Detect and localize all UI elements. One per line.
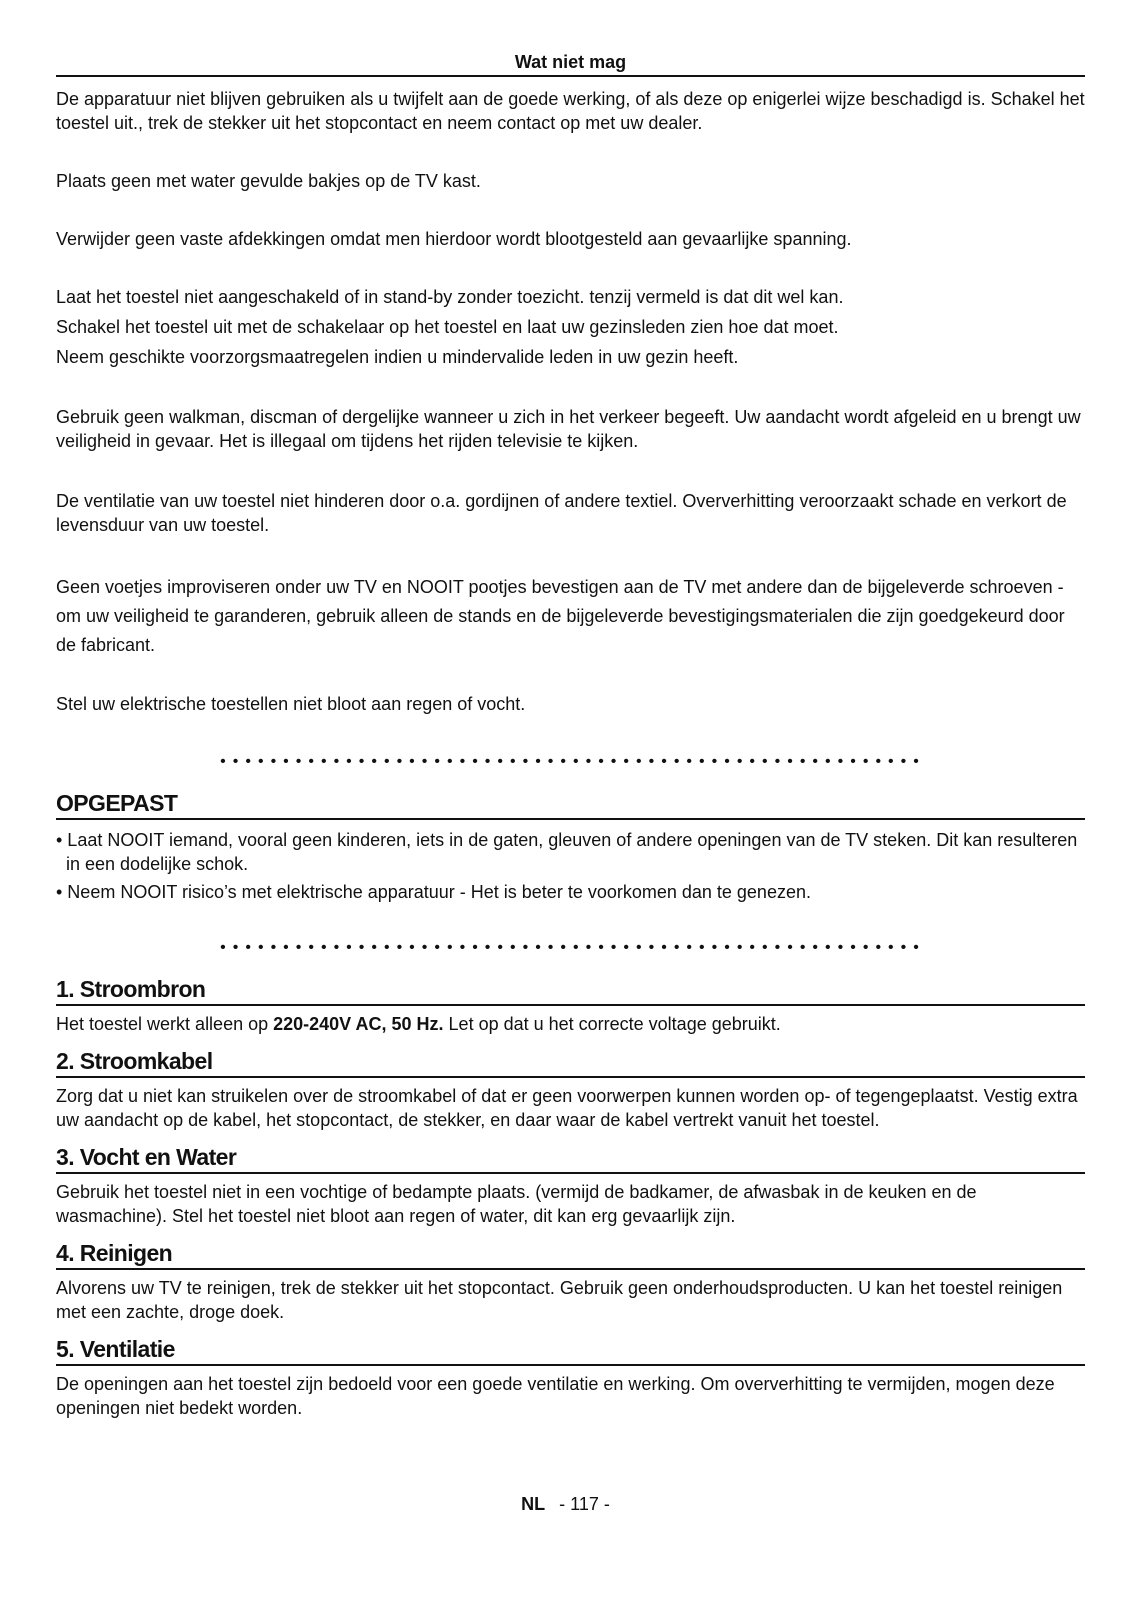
heading-vocht-en-water: 3. Vocht en Water bbox=[56, 1142, 1085, 1174]
paragraph-ventilation: De openingen aan het toestel zijn bedoeld voor een goede ventilatie en werking. Om oververhitting te vermijden, mogen deze openingen niet bedekt worden. bbox=[56, 1374, 1055, 1418]
paragraph-power-source bbox=[56, 1012, 1085, 1036]
paragraph-moisture: Gebruik het toestel niet in een vochtige of bedampte plaats. (vermijd de badkamer, de afwasbak in de keuken en de wasmachine). Stel het toestel niet bloot aan regen of water, dit kan erg gevaarlijk zijn. bbox=[56, 1182, 977, 1226]
paragraph-ventilation-hinder: De ventilatie van uw toestel niet hinderen door o.a. gordijnen of andere textiel. Oververhitting veroorzaakt schade en verkort de levensduur van uw toestel. bbox=[56, 491, 1067, 535]
heading-stroombron: 1. Stroombron bbox=[56, 974, 1085, 1006]
paragraph-switch-off: Schakel het toestel uit met de schakelaar op het toestel en laat uw gezinsleden zien hoe dat moet. bbox=[56, 317, 839, 337]
page-number: - 117 - bbox=[559, 1494, 610, 1514]
heading-reinigen: 4. Reinigen bbox=[56, 1238, 1085, 1270]
power-text-after: Let op dat u het correcte voltage gebruikt. bbox=[443, 1014, 781, 1034]
voltage-spec: 220-240V AC, 50 Hz. bbox=[273, 1014, 444, 1034]
document-page bbox=[56, 50, 1085, 1420]
heading-ventilatie: 5. Ventilatie bbox=[56, 1334, 1085, 1366]
caution-bullet-openings: • Laat NOOIT iemand, vooral geen kinderen, iets in de gaten, gleuven of andere openingen van de TV steken. Dit kan resulteren in een dodelijke schok. bbox=[56, 830, 1078, 874]
paragraph-precautions: Neem geschikte voorzorgsmaatregelen indien u mindervalide leden in uw gezin heeft. bbox=[56, 347, 739, 367]
paragraph-power-cable: Zorg dat u niet kan struikelen over de stroomkabel of dat er geen voorwerpen kunnen worden op- of tegengeplaatst. Vestig extra uw aandacht op de kabel, het stopcontact, de stekker, en daar waar de kabel vertrekt vanuit het toestel. bbox=[56, 1086, 1078, 1130]
caution-bullet-risks: • Neem NOOIT risico’s met elektrische apparatuur - Het is beter te voorkomen dan te genezen. bbox=[56, 882, 811, 902]
dotted-separator: •••••••••••••••••••••••••••••••••••••••••••••••••••••••• bbox=[220, 939, 926, 956]
power-text-before: Het toestel werkt alleen op bbox=[56, 1014, 274, 1034]
paragraph-cleaning: Alvorens uw TV te reinigen, trek de stekker uit het stopcontact. Gebruik geen onderhoudsproducten. U kan het toestel reinigen met een zachte, droge doek. bbox=[56, 1278, 1063, 1322]
paragraph-covers: Verwijder geen vaste afdekkingen omdat men hierdoor wordt blootgesteld aan gevaarlijke spanning. bbox=[56, 229, 852, 249]
language-code: NL bbox=[521, 1494, 546, 1514]
paragraph-water-containers: Plaats geen met water gevulde bakjes op de TV kast. bbox=[56, 171, 481, 191]
dotted-separator: •••••••••••••••••••••••••••••••••••••••••••••••••••••••• bbox=[220, 753, 926, 770]
paragraph-rain-moisture: Stel uw elektrische toestellen niet bloot aan regen of vocht. bbox=[56, 694, 526, 714]
paragraph-feet-screws: Geen voetjes improviseren onder uw TV en NOOIT pootjes bevestigen aan de TV met andere dan de bijgeleverde schroeven - om uw veiligheid te garanderen, gebruik alleen de stands en de bijgeleverde bevestigingsmaterialen die zijn goedgekeurd door de fabricant. bbox=[56, 577, 1065, 655]
section-title-wat-niet-mag: Wat niet mag bbox=[56, 50, 1085, 77]
paragraph-damaged-equipment: De apparatuur niet blijven gebruiken als u twijfelt aan de goede werking, of als deze op enigerlei wijze beschadigd is. Schakel het toestel uit., trek de stekker uit het stopcontact en neem contact op met uw dealer. bbox=[56, 89, 1085, 133]
paragraph-standby: Laat het toestel niet aangeschakeld of in stand-by zonder toezicht. tenzij vermeld is dat dit wel kan. bbox=[56, 287, 844, 307]
heading-stroomkabel: 2. Stroomkabel bbox=[56, 1046, 1085, 1078]
heading-opgepast: OPGEPAST bbox=[56, 788, 1085, 820]
paragraph-walkman: Gebruik geen walkman, discman of dergelijke wanneer u zich in het verkeer begeeft. Uw aandacht wordt afgeleid en u brengt uw veiligheid in gevaar. Het is illegaal om tijdens het rijden televisie te kijken. bbox=[56, 407, 1081, 451]
page-footer bbox=[0, 1492, 1131, 1516]
